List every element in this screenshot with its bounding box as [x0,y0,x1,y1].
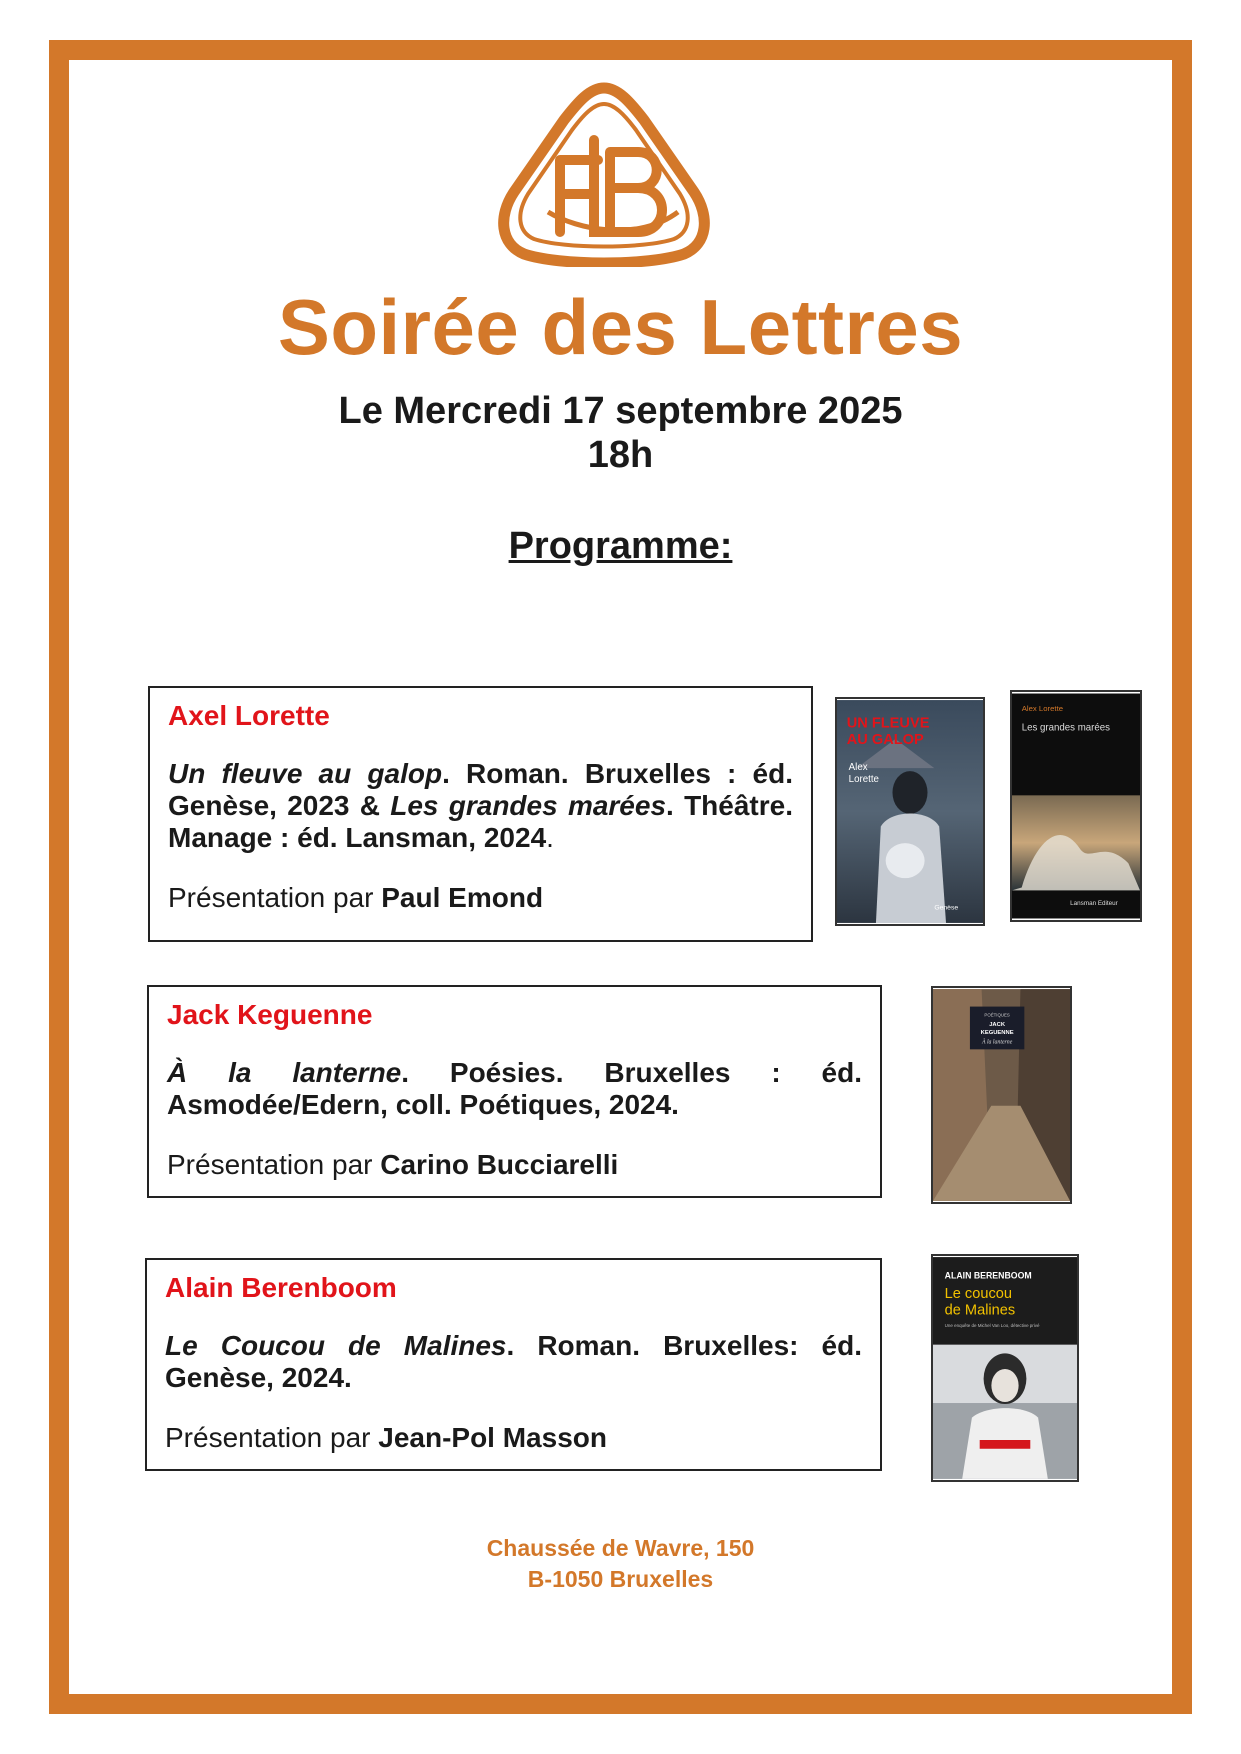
work-details: . Poésies. Bruxelles : éd. Asmodée/Edern, coll. Poétiques, 2024. [167,1057,862,1120]
cover-subtitle: Une enquête de Michel Van Loo, détective privé [944,1323,1040,1329]
cover-author: Alex Lorette [1021,703,1064,713]
presentation-prefix: Présentation par [165,1422,379,1453]
date-line: Le Mercredi 17 septembre 2025 [338,390,903,432]
cover-title: Les grandes marées [1021,722,1111,734]
event-title: Soirée des Lettres [277,283,964,371]
work-tail: . [546,822,554,853]
time-line: 18h [587,434,654,476]
work-title: Un fleuve au galop [168,758,443,789]
presenter-name: Jean-Pol Masson [378,1422,607,1453]
author-name: Jack Keguenne [167,999,373,1030]
programme-entry [147,985,882,1198]
work-title: Le Coucou de Malines [165,1330,507,1361]
work-details: . Théâtre. Manage : éd. Lansman, 2024 [168,790,793,853]
address-line-2: B-1050 Bruxelles [527,1566,714,1592]
presentation-prefix: Présentation par [167,1149,381,1180]
presentation-prefix: Présentation par [168,882,382,913]
author-name: Alain Berenboom [165,1272,397,1303]
book-cover [835,697,985,926]
cover-title: AU GALOP [846,731,924,748]
venue-address [0,1533,1241,1595]
fondation-logo [498,82,710,267]
programme-entry [145,1258,882,1471]
presenter-name: Carino Bucciarelli [380,1149,619,1180]
cover-series: POÉTIQUES [984,1012,1010,1018]
presenter-name: Paul Emond [381,882,544,913]
cover-author: ALAIN BERENBOOM [944,1270,1032,1281]
book-cover [931,986,1072,1204]
work-details: . Roman. Bruxelles: éd. Genèse, 2024. [165,1330,863,1393]
presentation-line [165,1422,862,1454]
cover-title: de Malines [944,1302,1016,1319]
book-cover [1010,690,1142,922]
cover-author: KEGUENNE [980,1029,1014,1036]
address-line-1: Chaussée de Wavre, 150 [486,1535,755,1561]
cover-title: Le coucou [944,1285,1012,1302]
presentation-line [167,1149,862,1181]
cover-title: UN FLEUVE [846,715,930,732]
work-description [168,758,793,854]
author-name: Axel Lorette [168,700,330,731]
book-cover [931,1254,1079,1482]
cover-author: JACK [989,1022,1006,1029]
event-datetime [0,389,1241,477]
cover-author: Alex [848,762,868,774]
cover-publisher: Lansman Editeur [1070,899,1118,907]
programme-heading: Programme: [508,525,733,567]
work-title: Les grandes marées [390,790,667,821]
work-title: À la lanterne [167,1057,402,1088]
cover-title: À la lanterne [981,1039,1013,1046]
work-description [167,1057,862,1121]
presentation-line [168,882,793,914]
work-details: . Roman. Bruxelles : éd. Genèse, 2023 & [168,758,793,821]
work-description [165,1330,862,1394]
cover-publisher: Genèse [934,904,959,912]
cover-author: Lorette [848,773,879,785]
programme-entry [148,686,813,942]
